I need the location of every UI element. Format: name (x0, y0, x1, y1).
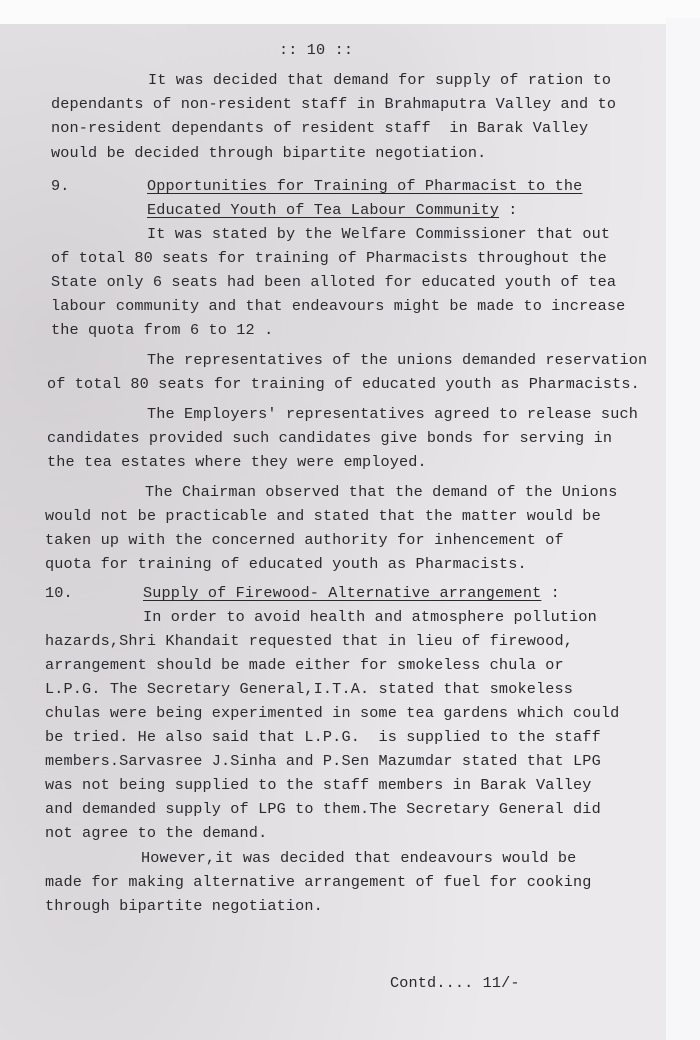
text-line: would not be practicable and stated that the matter would be (45, 507, 601, 525)
item-heading-line (143, 583, 560, 603)
item-heading-line2 (147, 200, 518, 220)
text-line: candidates provided such candidates give bonds for serving in (47, 429, 613, 447)
text-line: of total 80 seats for training of educated youth as Pharmacists. (47, 375, 640, 393)
text-line: of total 80 seats for training of Pharmacists throughout the (51, 249, 607, 267)
text-line: was not being supplied to the staff members in Barak Valley (45, 776, 592, 794)
item-heading: Opportunities for Training of Pharmacist to the (147, 177, 583, 195)
heading-colon: : (541, 584, 560, 602)
heading-colon: : (499, 201, 518, 219)
text-line: State only 6 seats had been alloted for educated youth of tea (51, 273, 617, 291)
text-line: The Employers' representatives agreed to release such (147, 405, 638, 423)
continuation-footer: Contd.... 11/- (390, 974, 520, 992)
text-line: through bipartite negotiation. (45, 897, 323, 915)
text-line: the tea estates where they were employed. (47, 453, 427, 471)
item-heading: Supply of Firewood- Alternative arrangement (143, 584, 542, 602)
item-heading: Educated Youth of Tea Labour Community (147, 201, 500, 219)
text-line: dependants of non-resident staff in Brahmaputra Valley and to (51, 95, 617, 113)
scan-top-margin (0, 0, 700, 24)
text-line: The Chairman observed that the demand of the Unions (145, 483, 618, 501)
item-number: 10. (45, 584, 73, 602)
text-line: and demanded supply of LPG to them.The Secretary General did (45, 800, 601, 818)
text-line: L.P.G. The Secretary General,I.T.A. stated that smokeless (45, 680, 574, 698)
text-line: hazards,Shri Khandait requested that in lieu of firewood, (45, 632, 574, 650)
text-line: However,it was decided that endeavours would be (141, 849, 577, 867)
text-line: The representatives of the unions demanded reservation (147, 351, 648, 369)
text-line: In order to avoid health and atmosphere pollution (143, 608, 597, 626)
text-line: arrangement should be made either for smokeless chula or (45, 656, 564, 674)
text-line: members.Sarvasree J.Sinha and P.Sen Mazumdar stated that LPG (45, 752, 601, 770)
item-number: 9. (51, 177, 70, 195)
text-line: It was decided that demand for supply of ration to (148, 71, 612, 89)
text-line: chulas were being experimented in some tea gardens which could (45, 704, 620, 722)
scan-right-margin (666, 18, 700, 1040)
text-line: It was stated by the Welfare Commissioner that out (147, 225, 611, 243)
text-line: made for making alternative arrangement of fuel for cooking (45, 873, 592, 891)
text-line: would be decided through bipartite negotiation. (51, 144, 487, 162)
text-line: not agree to the demand. (45, 824, 268, 842)
text-line: the quota from 6 to 12 . (51, 321, 274, 339)
text-line: labour community and that endeavours might be made to increase (51, 297, 626, 315)
text-line: non-resident dependants of resident staff in Barak Valley (51, 119, 589, 137)
text-line: be tried. He also said that L.P.G. is supplied to the staff (45, 728, 601, 746)
text-line: quota for training of educated youth as Pharmacists. (45, 555, 527, 573)
page-number-header: :: 10 :: (279, 41, 354, 59)
text-line: taken up with the concerned authority for inhencement of (45, 531, 564, 549)
